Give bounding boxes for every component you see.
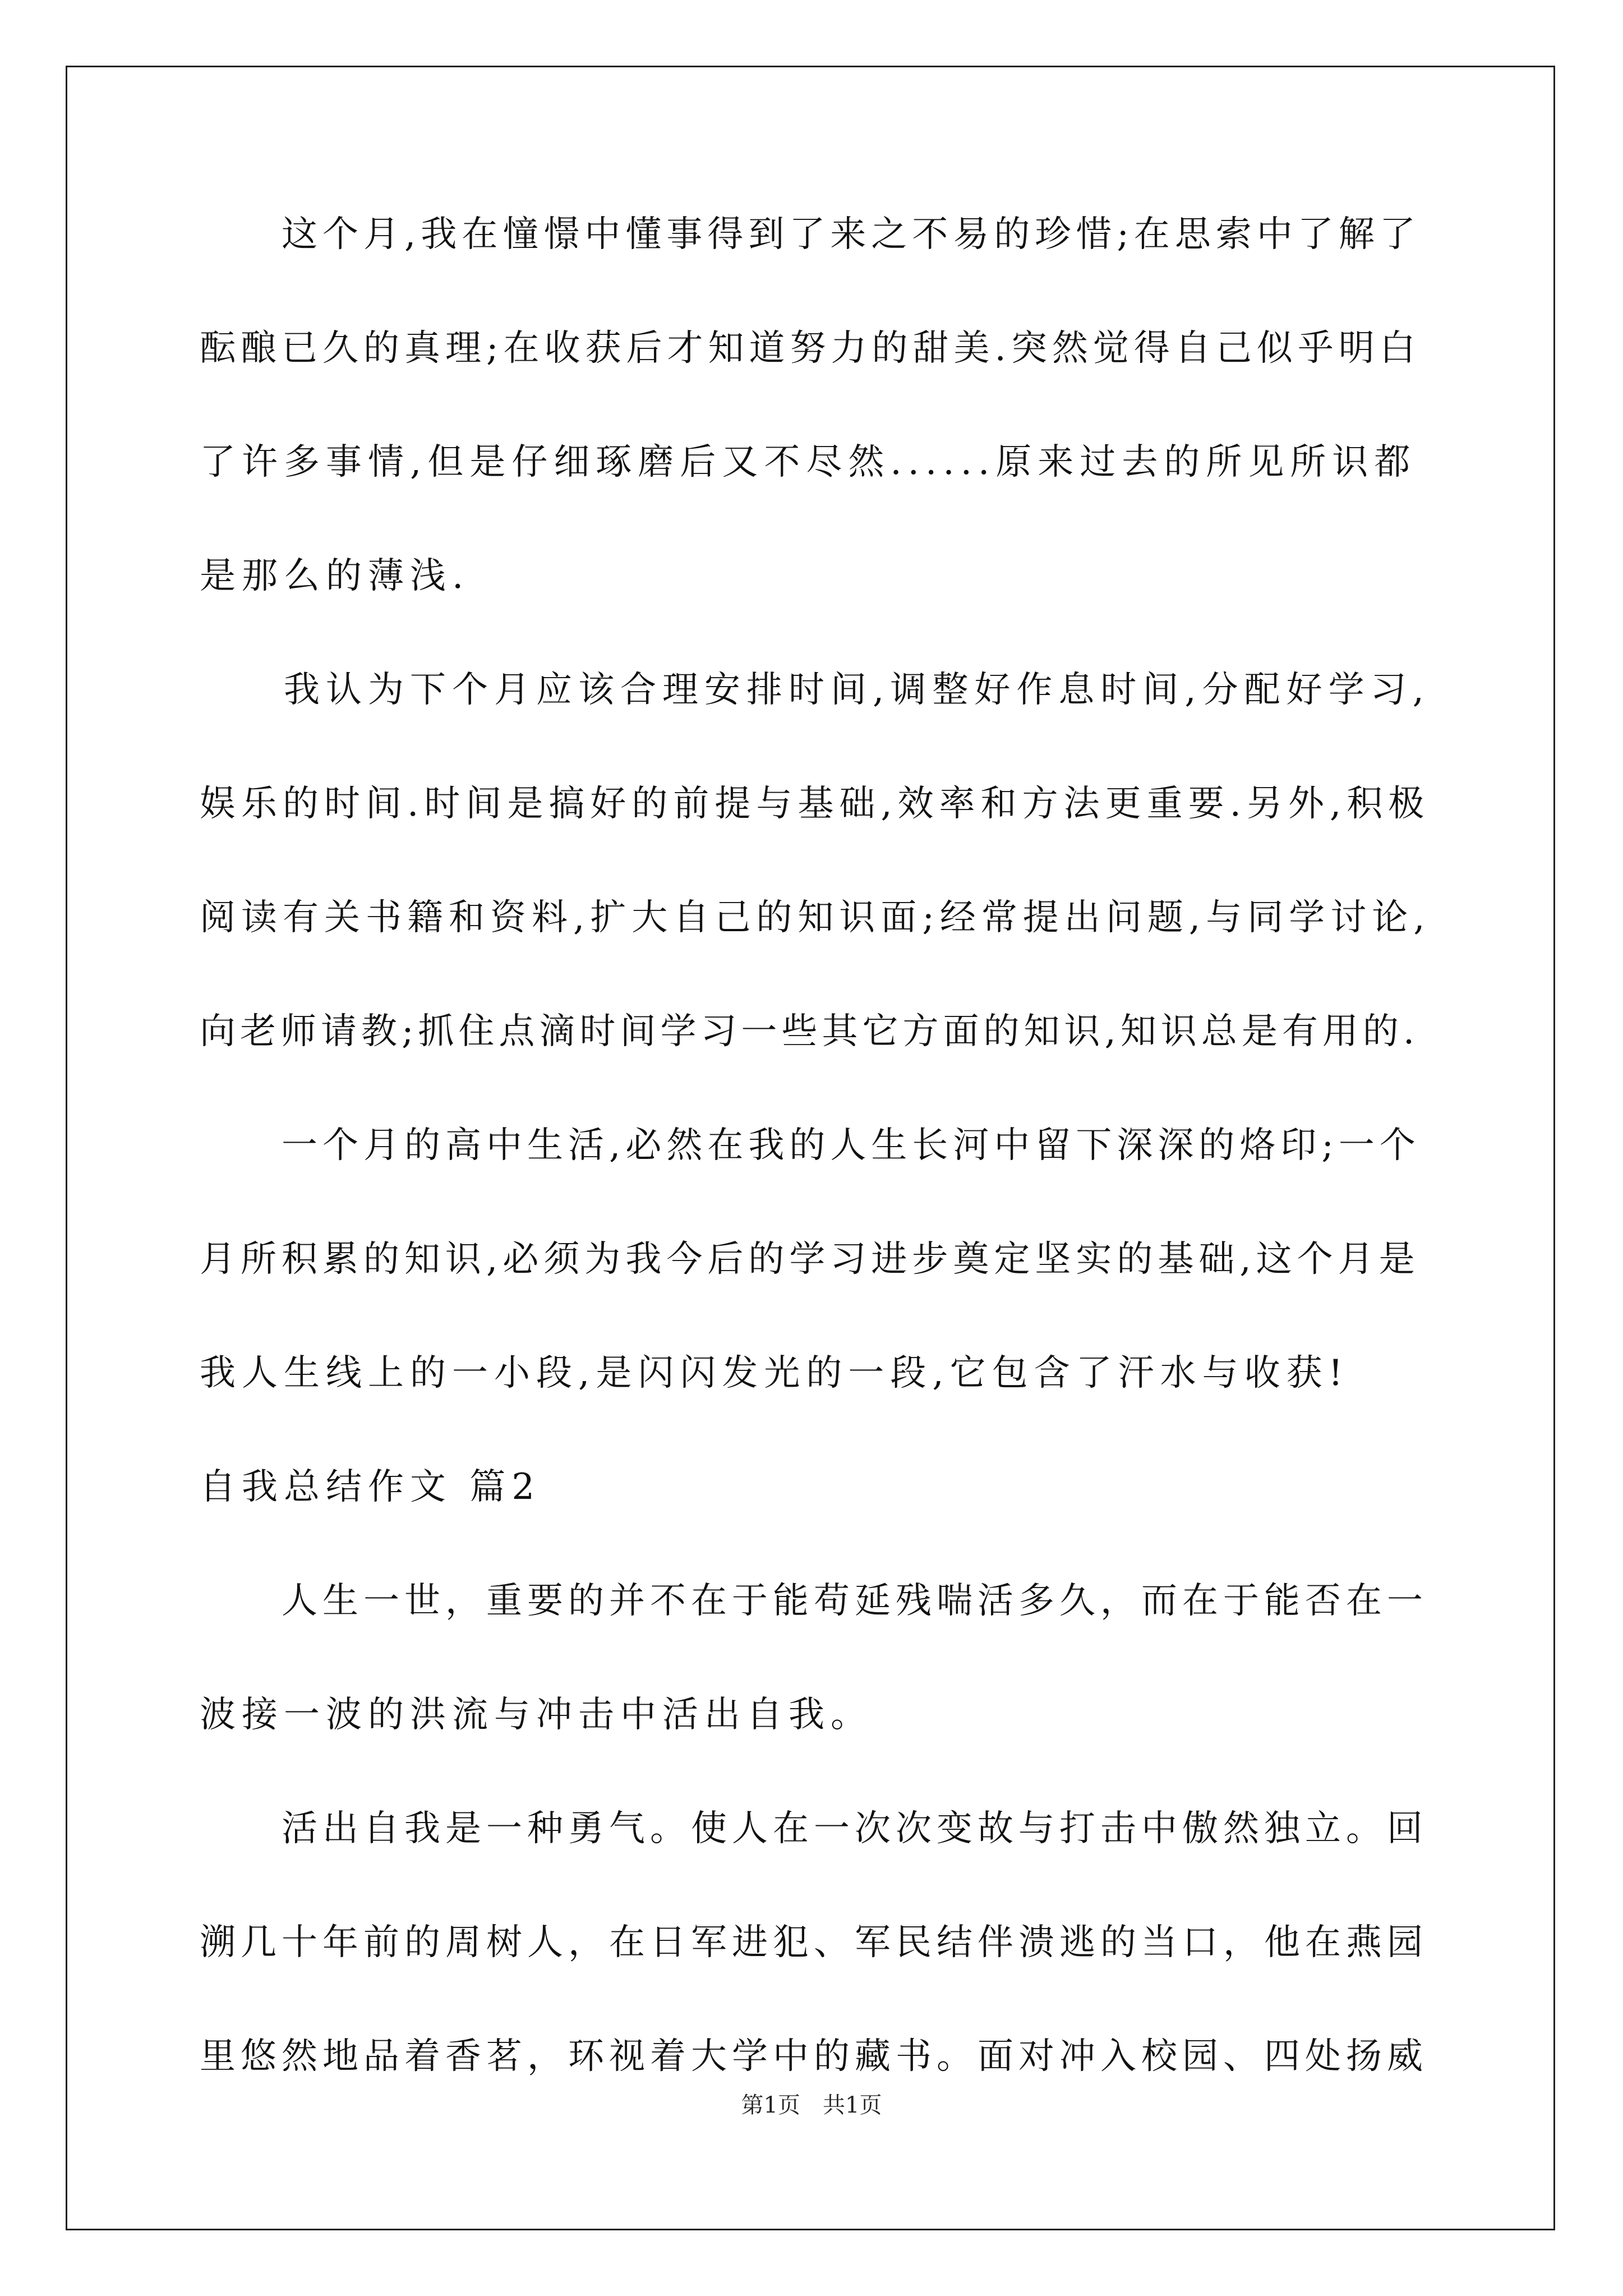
paragraph-line: 我人生线上的一小段,是闪闪发光的一段,它包含了汗水与收获!: [200, 1352, 1349, 1394]
paragraph-line: 酝酿已久的真理;在收获后才知道努力的甜美.突然觉得自己似乎明白: [200, 328, 1421, 369]
page-number: 第1页 共1页: [741, 2092, 882, 2118]
paragraph-line: 人生一世，重要的并不在于能苟延残喘活多久，而在于能否在一: [200, 1580, 1428, 1622]
paragraph-line: 了许多事情,但是仔细琢磨后又不尽然......原来过去的所见所识都: [200, 441, 1417, 483]
paragraph-line: 娱乐的时间.时间是搞好的前提与基础,效率和方法更重要.另外,积极: [200, 783, 1430, 825]
paragraph-line: 是那么的薄浅.: [200, 555, 470, 597]
paragraph-line: 向老师请教;抓住点滴时间学习一些其它方面的知识,知识总是有用的.: [200, 1011, 1419, 1052]
section-heading: 自我总结作文 篇2: [200, 1466, 541, 1508]
paragraph-line: 月所积累的知识,必须为我今后的学习进步奠定坚实的基础,这个月是: [200, 1239, 1420, 1280]
paragraph-line: 这个月,我在憧憬中懂事得到了来之不易的珍惜;在思索中了解了: [200, 214, 1421, 255]
paragraph-line: 活出自我是一种勇气。使人在一次次变故与打击中傲然独立。回: [200, 1808, 1428, 1849]
paragraph-line: 溯几十年前的周树人，在日军进犯、军民结伴溃逃的当口，他在燕园: [200, 1922, 1428, 1963]
paragraph-line: 波接一波的洪流与冲击中活出自我。: [200, 1694, 873, 1736]
paragraph-line: 我认为下个月应该合理安排时间,调整好作息时间,分配好学习,: [200, 669, 1431, 711]
paragraph-line: 阅读有关书籍和资料,扩大自己的知识面;经常提出问题,与同学讨论,: [200, 897, 1431, 938]
paragraph-line: 一个月的高中生活,必然在我的人生长河中留下深深的烙印;一个: [200, 1125, 1421, 1166]
paragraph-line: 里悠然地品着香茗，环视着大学中的藏书。面对冲入校园、四处扬威: [200, 2036, 1428, 2077]
